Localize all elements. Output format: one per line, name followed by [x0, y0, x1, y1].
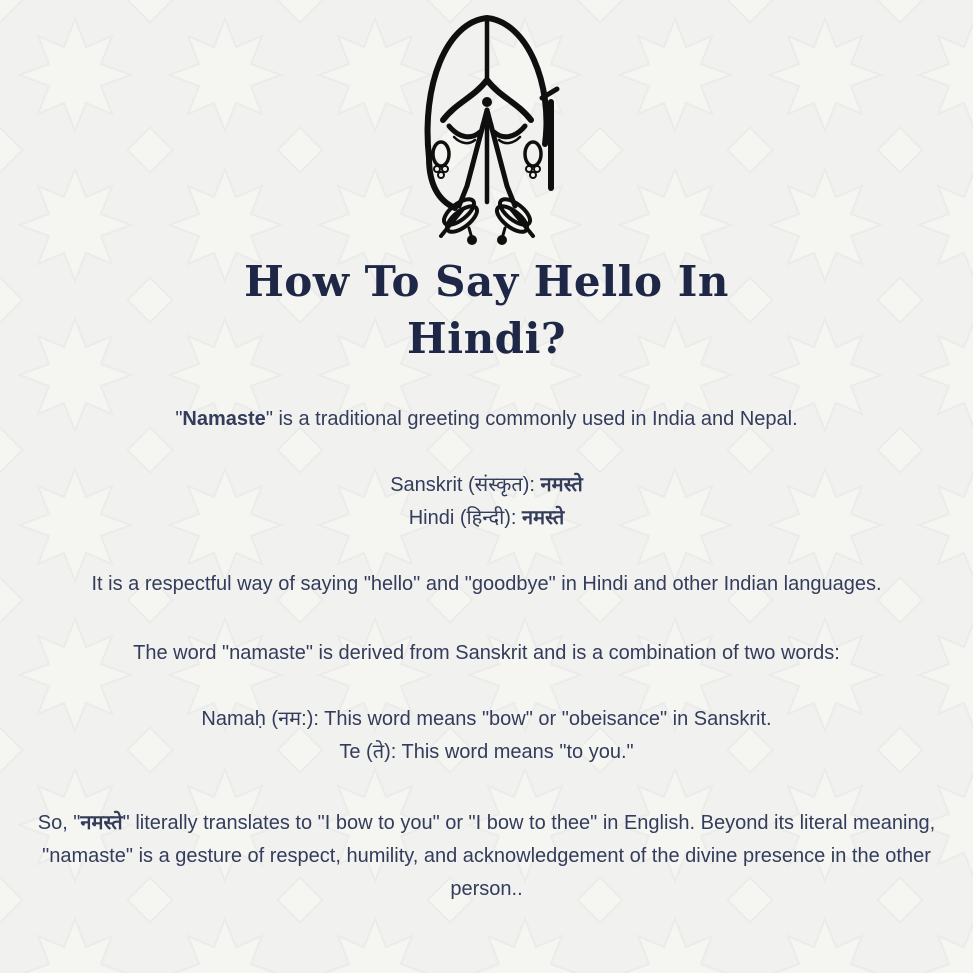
closing-text: " literally translates to "I bow to you" or "I bow to thee" in English. Beyond its literal meaning, "namaste" is a gesture of respect, humility, and acknowledgement of the divine presence in the other person.. [42, 812, 936, 900]
closing-prefix: So, " [37, 812, 81, 834]
closing-paragraph [13, 807, 961, 906]
hindi-label: Hindi (हिन्दी): [408, 507, 523, 529]
hindi-word: नमस्ते [522, 507, 565, 529]
derivation-paragraph: The word "namaste" is derived from Sanskrit and is a combination of two words: [133, 642, 840, 664]
title-line-2: Hindi? [406, 314, 567, 363]
translation-line-sanskrit [8, 469, 966, 502]
closing-bold-word: नमस्ते [80, 812, 123, 834]
translation-lines [8, 469, 966, 535]
intro-paragraph [8, 403, 966, 436]
namaste-woman-icon [407, 6, 567, 251]
sanskrit-label: Sanskrit (संस्कृत): [390, 474, 541, 496]
translation-line-hindi [8, 502, 966, 535]
sanskrit-word: नमस्ते [540, 474, 583, 496]
page-title [0, 253, 973, 367]
usage-paragraph: It is a respectful way of saying "hello" and "goodbye" in Hindi and other Indian languages. [91, 573, 882, 595]
intro-text: " is a traditional greeting commonly used in India and Nepal. [265, 408, 798, 430]
title-line-1: How To Say Hello In [244, 257, 729, 306]
intro-bold-word: Namaste [182, 408, 266, 430]
breakdown-line-te: Te (ते): This word means "to you." [339, 741, 634, 763]
breakdown-line-namah: Namaḥ (नम:): This word means "bow" or "obeisance" in Sanskrit. [201, 708, 772, 730]
intro-open-quote: " [175, 408, 183, 430]
namaste-illustration [407, 6, 567, 251]
word-breakdown [8, 703, 966, 769]
poster-content [0, 6, 973, 973]
